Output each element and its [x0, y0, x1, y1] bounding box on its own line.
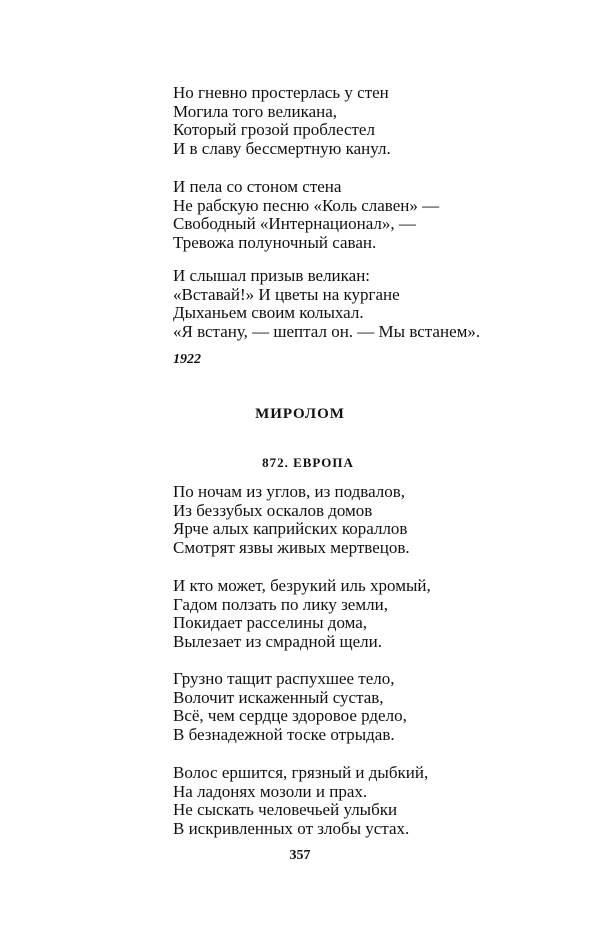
verse-line: На ладонях мозоли и прах. — [173, 781, 368, 801]
verse-line: Могила того великана, — [173, 101, 338, 121]
verse-line: И слышал призыв великан: — [173, 266, 371, 285]
verse-line: По ночам из углов, из подвалов, — [173, 482, 406, 501]
stanza — [173, 178, 439, 253]
verse-line: Смотрят язвы живых мертвецов. — [173, 538, 410, 558]
verse-line: В искривленных от злобы устах. — [173, 819, 410, 839]
verse-line: Дыханьем своим колыхал. — [173, 303, 364, 323]
stanza — [173, 483, 410, 558]
stanza — [173, 84, 391, 159]
verse-line: Ярче алых каприйских кораллов — [173, 519, 408, 539]
verse-line: И в славу бессмертную канул. — [173, 139, 391, 159]
verse-line: Свободный «Интернационал», — — [173, 214, 416, 234]
poem-year: 1922 — [173, 352, 201, 367]
verse-line: В безнадежной тоске отрыдав. — [173, 725, 395, 745]
section-title: МИРОЛОМ — [255, 406, 345, 422]
verse-line: Не рабскую песню «Коль славен» — — [173, 195, 440, 215]
verse-line: Всё, чем сердце здоровое рдело, — [173, 706, 407, 726]
stanza — [173, 267, 480, 342]
stanza — [173, 577, 431, 652]
verse-line: Не сыскать человечьей улыбки — [173, 800, 398, 820]
verse-line: Гадом ползать по лику земли, — [173, 594, 388, 614]
verse-line: Но гневно простерлась у стен — [173, 83, 389, 102]
verse-line: Волочит искаженный сустав, — [173, 687, 384, 707]
verse-line: Вылезает из смрадной щели. — [173, 632, 382, 652]
verse-line: Из беззубых оскалов домов — [173, 500, 373, 520]
page-number: 357 — [289, 848, 311, 863]
stanza — [173, 670, 407, 745]
verse-line: Волос ершится, грязный и дыбкий, — [173, 763, 429, 782]
verse-line: Который грозой проблестел — [173, 120, 375, 140]
stanza — [173, 764, 428, 839]
verse-line: «Я встану, — шептал он. — Мы встанем». — [173, 322, 481, 342]
verse-line: И пела со стоном стена — [173, 177, 342, 196]
verse-line: Грузно тащит распухшее тело, — [173, 669, 395, 688]
verse-line: «Вставай!» И цветы на кургане — [173, 284, 400, 304]
verse-line: И кто может, безрукий иль хромый, — [173, 576, 431, 595]
poem-title: 872. ЕВРОПА — [262, 455, 354, 470]
verse-line: Тревожа полуночный саван. — [173, 233, 377, 253]
verse-line: Покидает расселины дома, — [173, 613, 368, 633]
